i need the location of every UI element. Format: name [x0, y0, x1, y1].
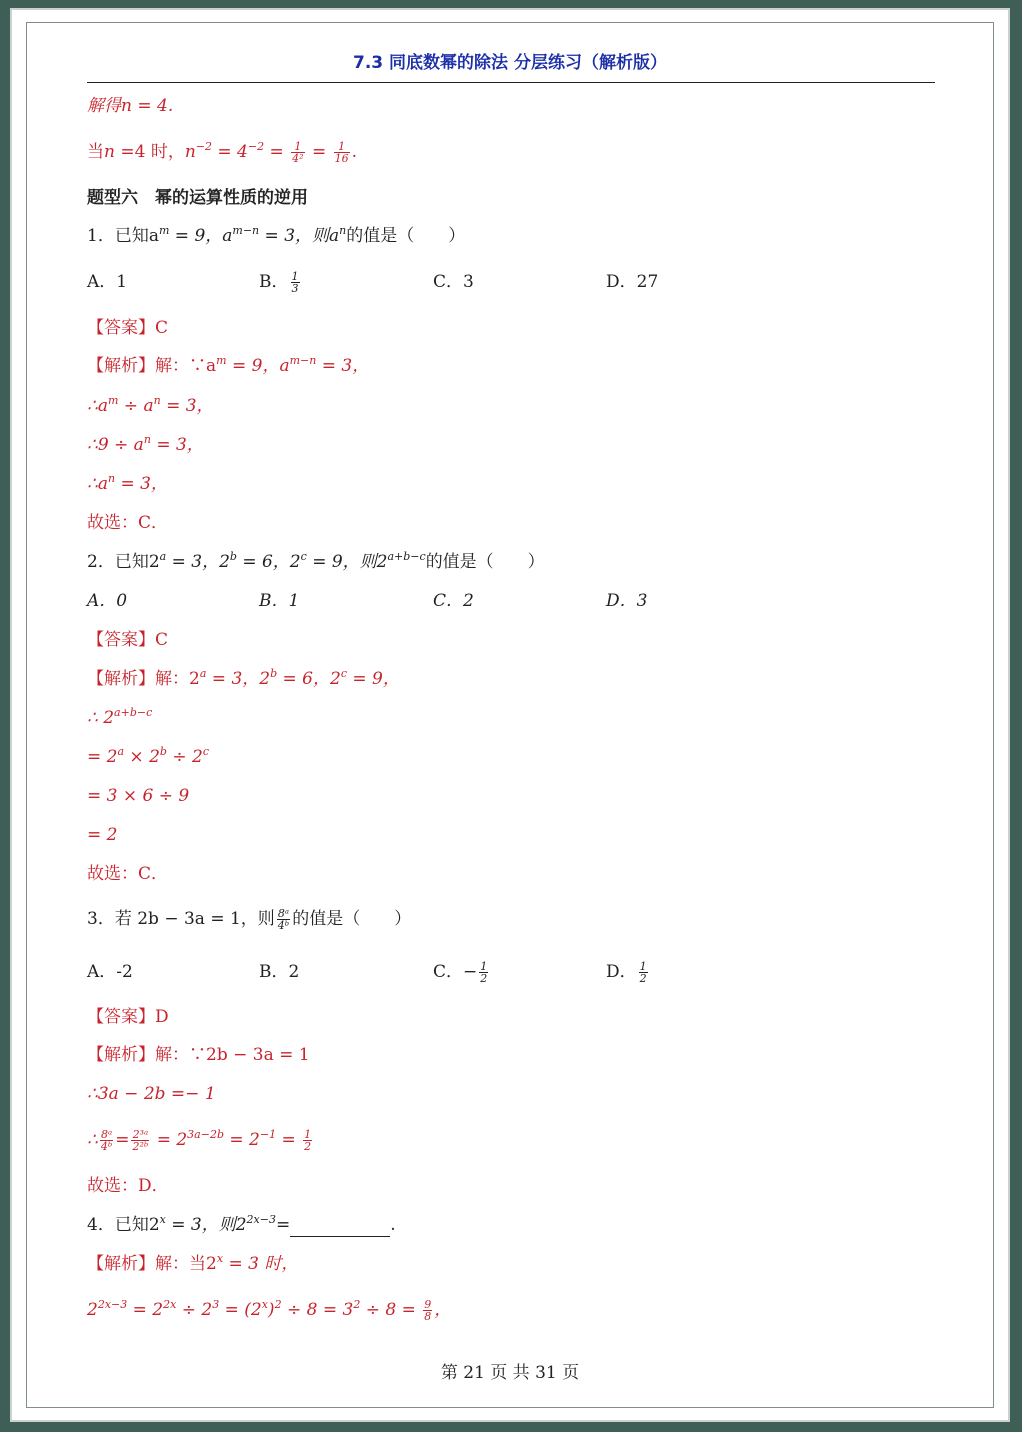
- question-1: 1．已知$a^m = 9$，$a^{m-n} = 3$，则$a^n$的值是（ ）: [87, 224, 466, 246]
- question-3: 3．若 2b − 3a = 1，则 $\frac{\text{8ᵃ}}{\text{4ᵇ}}$ 的值是（ ）: [87, 907, 412, 932]
- solution-line-eval: 当n =4 时，$n^{-2} = 4^{-2}$ = $\frac{1}{\text{4²}}$ = $\frac{1}{16}$ .: [87, 140, 358, 165]
- page-number: 第 21 页 共 31 页: [440, 1363, 580, 1383]
- question-2-options: [87, 589, 887, 619]
- step-1-1: $\therefore a^m \div a^n = 3$，: [87, 394, 214, 416]
- option-c: C．2: [433, 591, 474, 611]
- step-2-2: = $2^a \times 2^b \div 2^c$: [87, 745, 209, 767]
- option-a: A．-2: [87, 962, 133, 982]
- step-2-1: ∴ $2^{a+b-c}$: [87, 706, 153, 728]
- header-rule: [87, 82, 935, 83]
- page-header-title: 7.3 同底数幂的除法 分层练习（解析版）: [353, 53, 667, 73]
- step-3-1: ∴3a − 2b =− 1: [87, 1084, 216, 1104]
- option-d: D．27: [606, 272, 659, 292]
- option-a: A．0: [87, 591, 128, 611]
- step-3-2: ∴ $\frac{\text{8ᵃ}}{\text{4ᵇ}}$ = $\frac{\text{2³ᵃ}}{\text{2²ᵇ}}$ = $2^{3a-2b} = 2^{-1}$ = $\frac{1}{2}$: [87, 1128, 312, 1153]
- page: [10, 8, 1010, 1422]
- solution-line-n: 解得n = 4.: [87, 96, 174, 116]
- option-b: B．1: [259, 591, 300, 611]
- question-4: 4．已知$2^x = 3$，则$2^{2x-3}=$ .: [87, 1213, 396, 1235]
- step-1-3: $\therefore a^n = 3$，: [87, 472, 168, 494]
- option-a: A．1: [87, 272, 128, 292]
- question-2: 2．已知$2^a = 3$，$2^b = 6$，$2^c = 9$，则$2^{a+b-c}$的值是（ ）: [87, 550, 545, 572]
- step-2-3: = 3 × 6 ÷ 9: [87, 786, 190, 806]
- question-1-options: [87, 270, 887, 300]
- answer-2: 【答案】C: [87, 630, 169, 650]
- choice-3: 故选：D．: [87, 1176, 169, 1196]
- option-b: B．2: [259, 962, 300, 982]
- option-c: C．3: [433, 272, 474, 292]
- answer-blank[interactable]: [290, 1218, 390, 1237]
- explanation-2: 【解析】解：$2^a = 3$，$2^b = 6$，$2^c = 9$，: [87, 667, 400, 689]
- step-2-4: = 2: [87, 825, 118, 845]
- answer-1: 【答案】C: [87, 318, 169, 338]
- option-d: D． $\frac{1}{2}$: [606, 960, 647, 985]
- section-heading: 题型六 幂的运算性质的逆用: [87, 188, 308, 208]
- question-3-options: [87, 960, 887, 990]
- option-b: B． $\frac{1}{3}$: [259, 270, 299, 295]
- explanation-3: 【解析】解：∵2b − 3a = 1: [87, 1045, 310, 1065]
- step-1-2: ∴9 ÷ $a^n = 3$，: [87, 433, 204, 455]
- answer-3: 【答案】D: [87, 1007, 169, 1027]
- explanation-4: 【解析】解：当$2^x = 3$ 时，: [87, 1252, 299, 1274]
- choice-2: 故选：C．: [87, 864, 169, 884]
- choice-1: 故选：C．: [87, 513, 169, 533]
- option-d: D．3: [606, 591, 648, 611]
- step-4-1: $2^{2x-3} = 2^{2x} \div 2^3 = (2^x)^2 \div 8 = 3^2 \div 8$ = $\frac{9}{8}$ ，: [87, 1298, 452, 1323]
- explanation-1: 【解析】解：$\because a^m = 9$，$a^{m-n} = 3$，: [87, 354, 370, 376]
- option-c: C．− $\frac{1}{2}$: [433, 960, 488, 985]
